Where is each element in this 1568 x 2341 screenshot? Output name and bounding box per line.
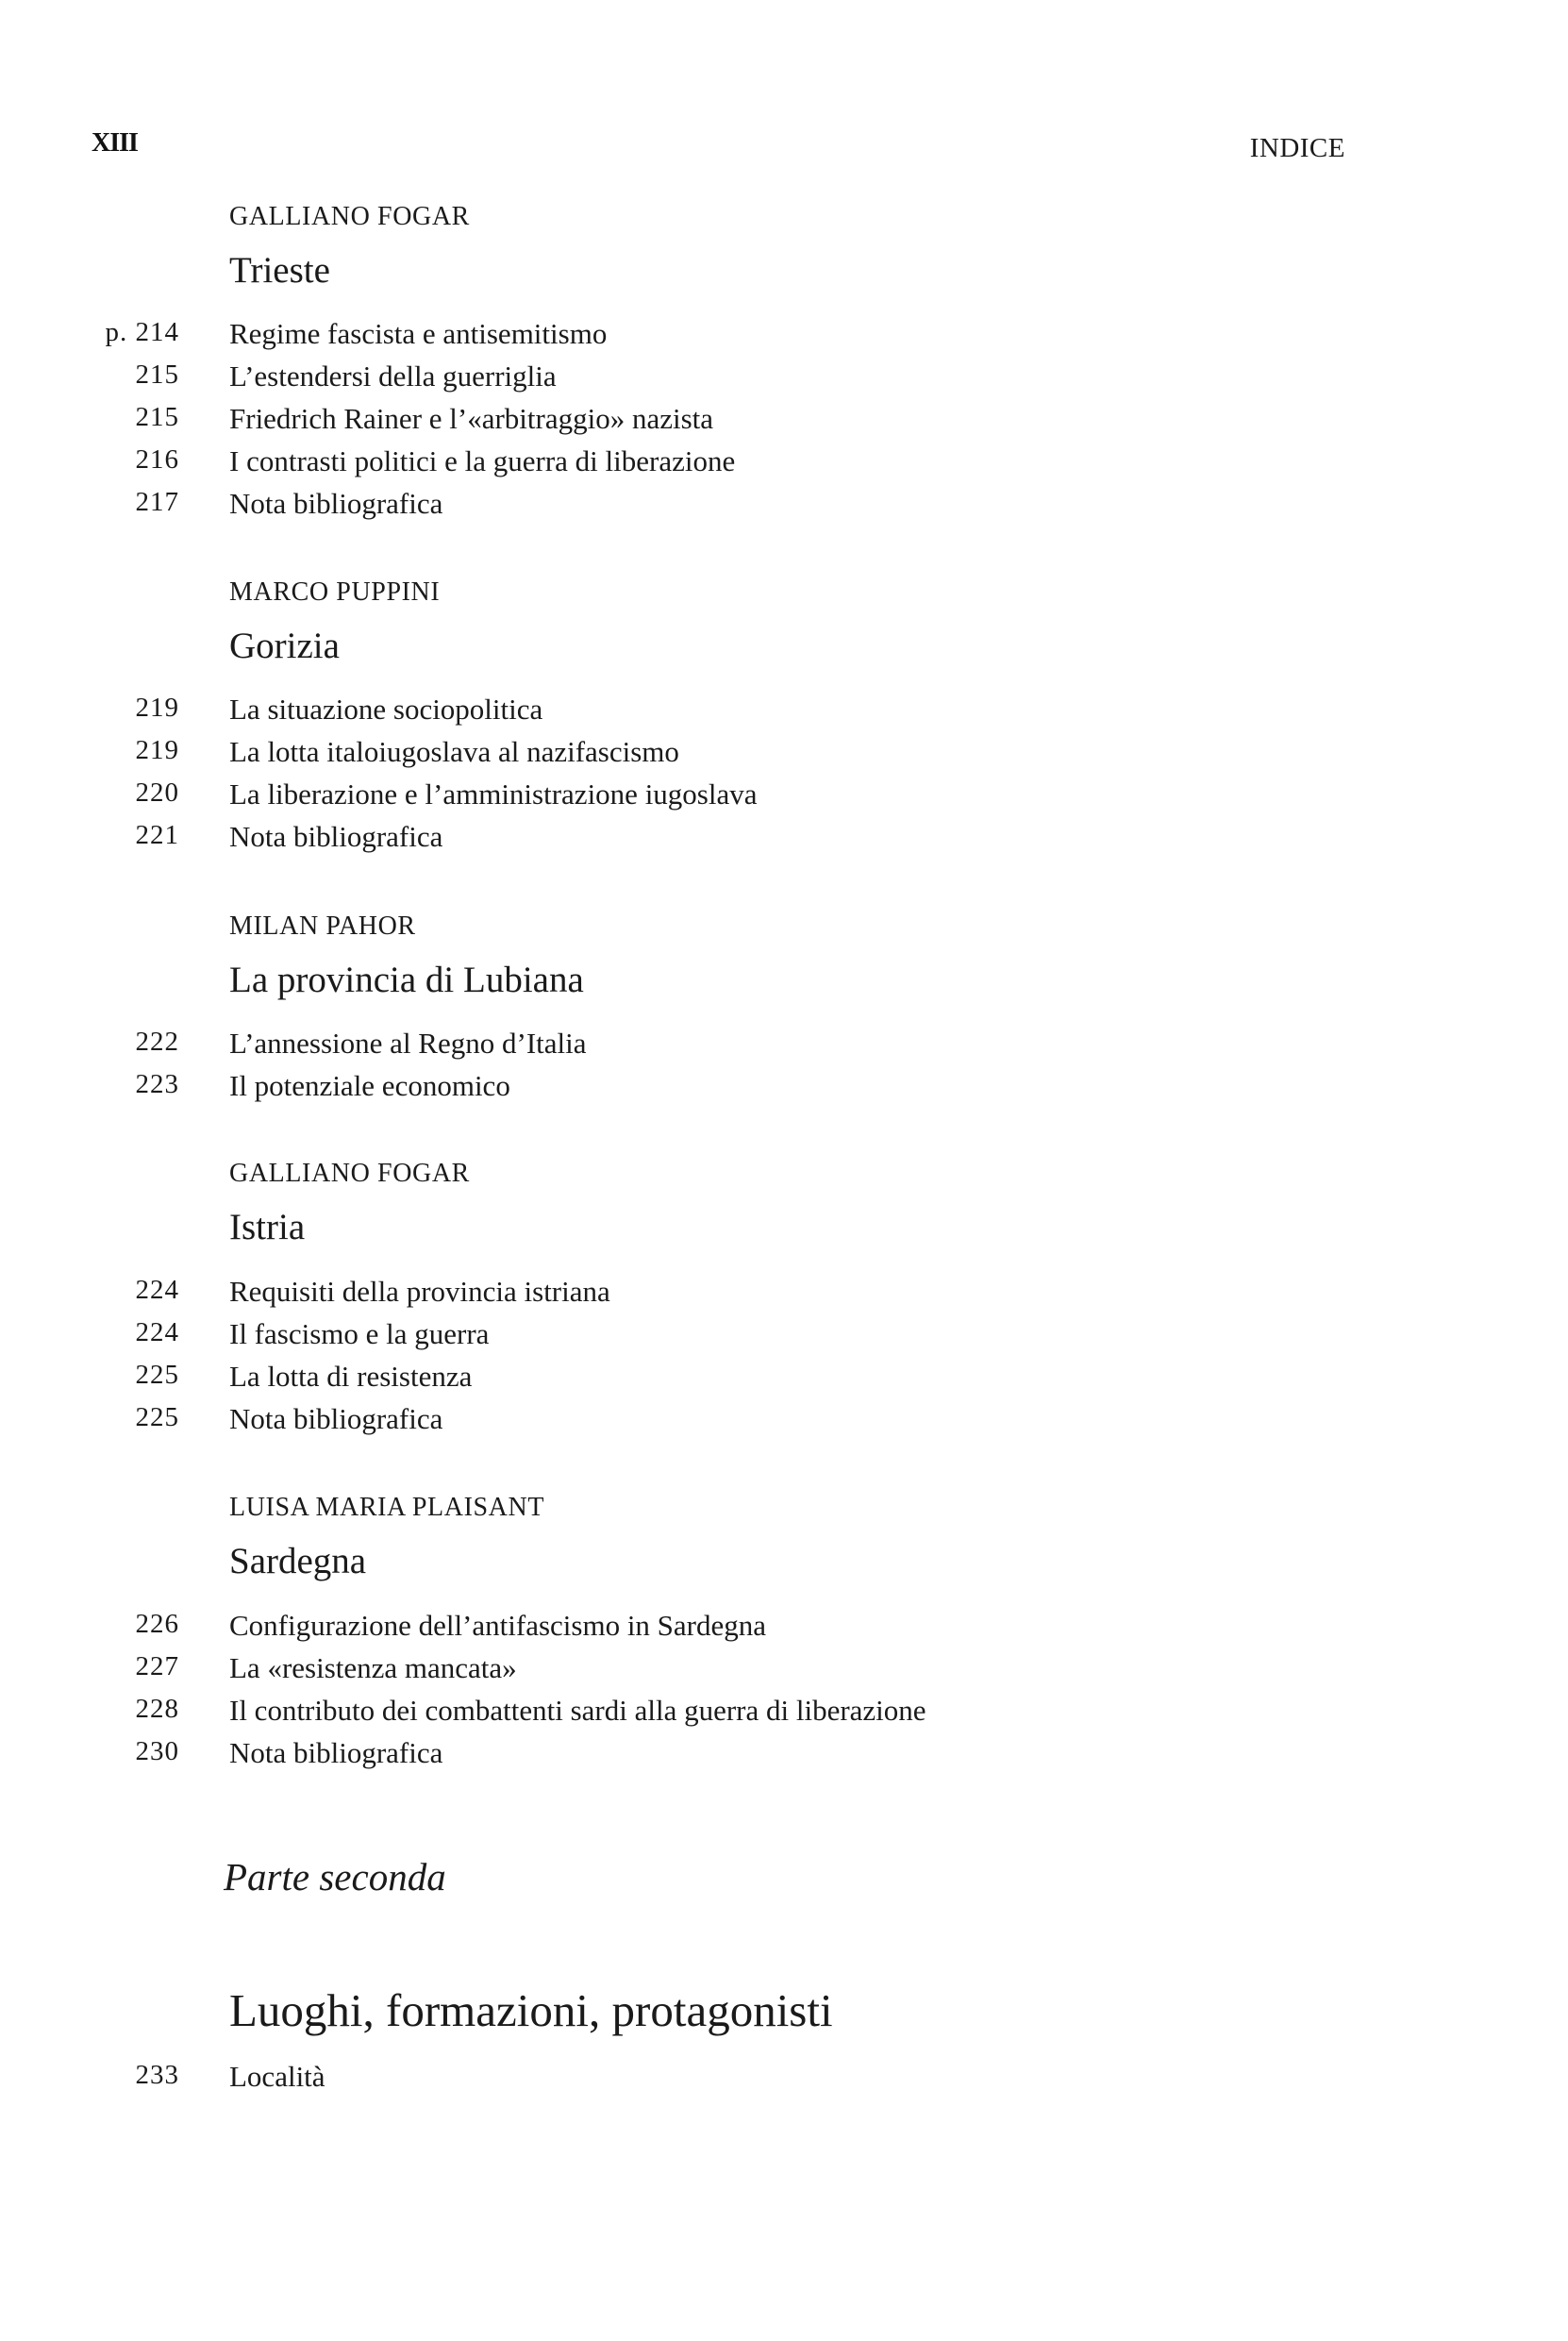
toc-page-number: 233 [135, 2060, 179, 2090]
toc-page-number: 215 [135, 360, 179, 390]
toc-entry [0, 1609, 1568, 1651]
toc-entry [0, 693, 1568, 735]
toc-entry-text: La situazione sociopolitica [229, 693, 543, 726]
toc-entry-text: Requisiti della provincia istriana [229, 1275, 610, 1308]
toc-page-number: 217 [135, 487, 179, 517]
toc-entry [0, 2060, 1568, 2102]
section-author: GALLIANO FOGAR [229, 202, 470, 231]
toc-page-number: 216 [135, 444, 179, 475]
toc-page-number: 230 [135, 1736, 179, 1766]
toc-page-number: 224 [135, 1317, 179, 1347]
toc-entry-text: Nota bibliografica [229, 487, 443, 520]
toc-entry-text: Il contributo dei combattenti sardi alla guerra di liberazione [229, 1694, 926, 1727]
toc-page-number: 225 [135, 1402, 179, 1432]
toc-entry-text: I contrasti politici e la guerra di liberazione [229, 444, 736, 477]
toc-page-number: 227 [135, 1651, 179, 1681]
toc-entry-text: La lotta di resistenza [229, 1360, 473, 1393]
page-number: XIII [92, 128, 138, 158]
toc-page-number: 223 [135, 1069, 179, 1099]
toc-entry-text: La «resistenza mancata» [229, 1651, 517, 1684]
toc-entry [0, 1736, 1568, 1779]
toc-entry-text: Nota bibliografica [229, 1402, 443, 1435]
toc-entry [0, 1694, 1568, 1736]
toc-entry-text: Nota bibliografica [229, 1736, 443, 1769]
toc-entry [0, 1069, 1568, 1112]
toc-page-number: p. 214 [105, 317, 179, 347]
toc-entry [0, 820, 1568, 862]
section-author: MARCO PUPPINI [229, 577, 441, 607]
toc-entry [0, 735, 1568, 778]
toc-page-number: 222 [135, 1027, 179, 1057]
part-title: Luoghi, formazioni, protagonisti [229, 1984, 833, 2036]
toc-page-number: 226 [135, 1609, 179, 1639]
toc-entry [0, 444, 1568, 487]
section-author: GALLIANO FOGAR [229, 1159, 470, 1188]
toc-page-number: 228 [135, 1694, 179, 1724]
toc-entry-text: Il potenziale economico [229, 1069, 510, 1102]
toc-entry-text: Regime fascista e antisemitismo [229, 317, 608, 350]
section-title: La provincia di Lubiana [229, 960, 584, 1000]
toc-entry [0, 317, 1568, 360]
toc-entry-text: La lotta italoiugoslava al nazifascismo [229, 735, 679, 768]
toc-entry-text: Configurazione dell’antifascismo in Sardegna [229, 1609, 767, 1642]
section-author: MILAN PAHOR [229, 911, 416, 941]
toc-entry-text: Il fascismo e la guerra [229, 1317, 490, 1350]
toc-page-number: 220 [135, 778, 179, 808]
toc-page-number: 225 [135, 1360, 179, 1390]
toc-page-number: 215 [135, 402, 179, 432]
toc-entry [0, 402, 1568, 444]
toc-entry [0, 1651, 1568, 1694]
toc-page-number: 219 [135, 735, 179, 765]
section-title: Gorizia [229, 626, 340, 666]
running-head: INDICE [1249, 133, 1345, 163]
section-title: Trieste [229, 250, 330, 291]
toc-entry [0, 1402, 1568, 1445]
toc-entry [0, 360, 1568, 402]
toc-entry [0, 1027, 1568, 1069]
toc-entry [0, 778, 1568, 820]
toc-entry [0, 1317, 1568, 1360]
part-label: Parte seconda [224, 1855, 446, 1898]
toc-entry-text: Località [229, 2060, 325, 2093]
toc-entry [0, 1275, 1568, 1317]
toc-entry [0, 487, 1568, 529]
section-title: Sardegna [229, 1541, 367, 1581]
toc-page-number: 219 [135, 693, 179, 723]
toc-entry-text: La liberazione e l’amministrazione iugoslava [229, 778, 758, 811]
section-title: Istria [229, 1207, 306, 1247]
toc-entry-text: L’annessione al Regno d’Italia [229, 1027, 587, 1060]
toc-entry-text: L’estendersi della guerriglia [229, 360, 557, 393]
section-author: LUISA MARIA PLAISANT [229, 1493, 545, 1522]
toc-entry-text: Friedrich Rainer e l’«arbitraggio» nazista [229, 402, 714, 435]
toc-entry [0, 1360, 1568, 1402]
toc-page-number: 221 [135, 820, 179, 850]
toc-entry-text: Nota bibliografica [229, 820, 443, 853]
toc-page-number: 224 [135, 1275, 179, 1305]
